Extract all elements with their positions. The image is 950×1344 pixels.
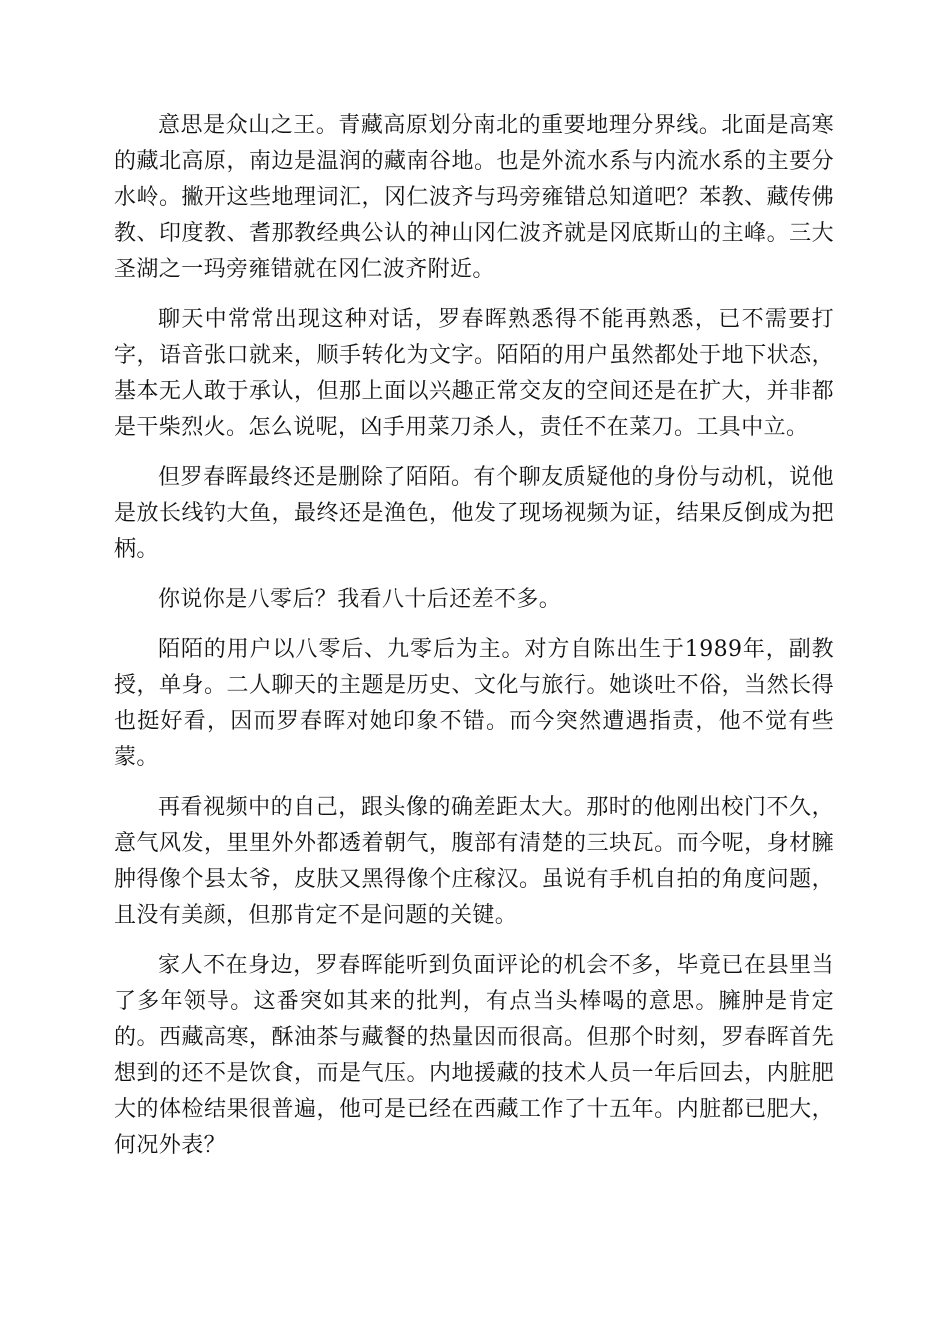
paragraph-4: 你说你是八零后？我看八十后还差不多。: [158, 587, 562, 612]
paragraph-1: 意思是众山之王。青藏高原划分南北的重要地理分界线。北面是高寒的藏北高原，南边是温润的藏南谷地。也是外流水系与内流水系的主要分水岭。撇开这些地理词汇，冈仁波齐与玛旁雍错总知道吧？苯教、藏传佛教、印度教、耆那教经典公认的神山冈仁波齐就是冈底斯山的主峰。三大圣湖之一玛旁雍错就在冈仁波齐附近。: [114, 113, 834, 282]
paragraph-3: 但罗春晖最终还是删除了陌陌。有个聊友质疑他的身份与动机，说他是放长线钓大鱼，最终还是渔色，他发了现场视频为证，结果反倒成为把柄。: [114, 465, 834, 562]
paragraph-5: 陌陌的用户以八零后、九零后为主。对方自陈出生于1989年，副教授，单身。二人聊天的主题是历史、文化与旅行。她谈吐不俗，当然长得也挺好看，因而罗春晖对她印象不错。而今突然遭遇指责，他不觉有些蒙。: [114, 637, 834, 770]
paragraph-6: 再看视频中的自己，跟头像的确差距太大。那时的他刚出校门不久，意气风发，里里外外都透着朝气，腹部有清楚的三块瓦。而今呢，身材臃肿得像个县太爷，皮肤又黑得像个庄稼汉。虽说有手机自拍的角度问题，且没有美颜，但那肯定不是问题的关键。: [114, 795, 834, 928]
document-page: [114, 108, 834, 1178]
paragraph-7: 家人不在身边，罗春晖能听到负面评论的机会不多，毕竟已在县里当了多年领导。这番突如其来的批判，有点当头棒喝的意思。臃肿是肯定的。西藏高寒，酥油茶与藏餐的热量因而很高。但那个时刻，罗春晖首先想到的还不是饮食，而是气压。内地援藏的技术人员一年后回去，内脏肥大的体检结果很普遍，他可是已经在西藏工作了十五年。内脏都已肥大，何况外表？: [114, 953, 834, 1158]
paragraph-2: 聊天中常常出现这种对话，罗春晖熟悉得不能再熟悉，已不需要打字，语音张口就来，顺手转化为文字。陌陌的用户虽然都处于地下状态，基本无人敢于承认，但那上面以兴趣正常交友的空间还是在扩大，并非都是干柴烈火。怎么说呢，凶手用菜刀杀人，责任不在菜刀。工具中立。: [114, 307, 834, 440]
